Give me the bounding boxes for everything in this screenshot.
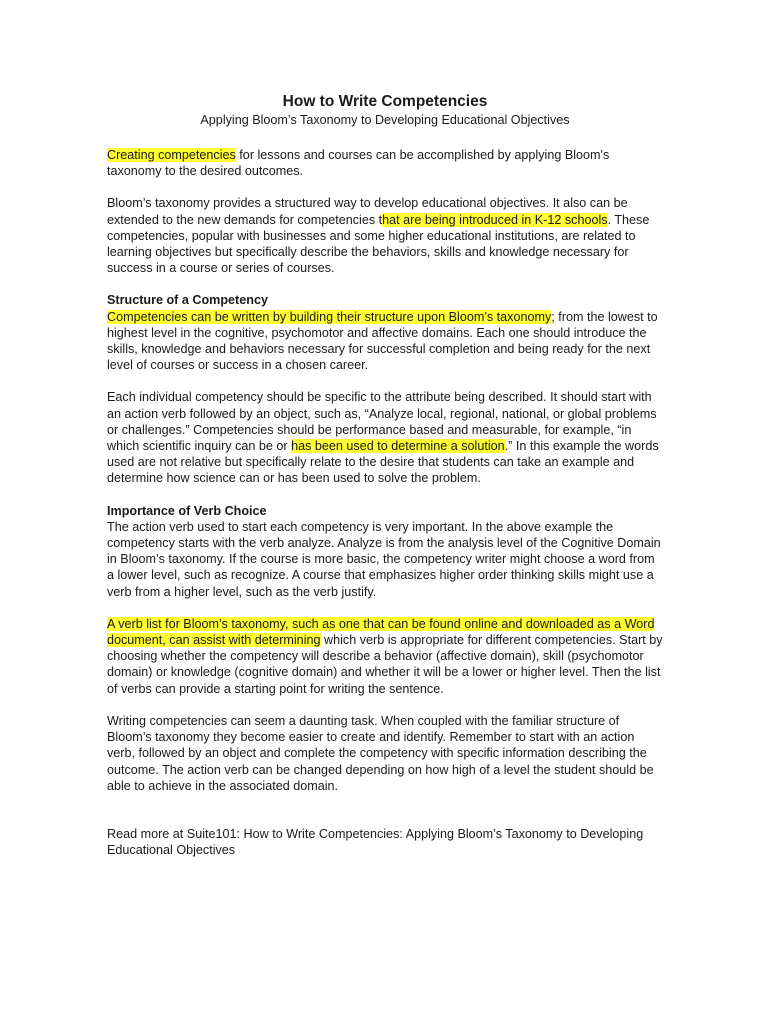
paragraph-text: Bloom’s taxonomy provides a structured way to develop educational objectives. It also can be extended to the new demands for competencies t <box>107 196 628 227</box>
highlight: hat are being introduced in K-12 schools <box>382 212 608 227</box>
paragraph-text: .” In this example the words used are not relative but specifically relate to the desire that students can take an example and determine how science can or has been used to solve the problem. <box>107 439 659 486</box>
highlight: A verb list for Bloom’s taxonomy, such as one that can be found online and downloaded as a Word document, can assist with determining <box>107 616 655 648</box>
highlight: Creating competencies <box>107 148 236 162</box>
section-heading: Importance of Verb Choice <box>107 503 267 518</box>
read-more-link[interactable]: Read more at Suite101: How to Write Competencies: Applying Bloom’s Taxonomy to Developing Educational Objectives <box>107 826 644 858</box>
document-page <box>107 92 663 874</box>
paragraph-text: which verb is appropriate for different competencies. Start by choosing whether the competency will describe a behavior (affective domain), skill (psychomotor domain) or knowledge (cognitive domain) and whether it will be a lower or higher level. Then the list of verbs can provide a starting point for writing the sentence. <box>107 633 663 696</box>
paragraph-individual <box>107 389 663 486</box>
section-structure <box>107 292 663 373</box>
paragraph-text: Writing competencies can seem a daunting task. When coupled with the familiar structure of Bloom’s taxonomy they become easier to create and identify. Remember to start with an action verb, followed by an object and complete the competency with specific information describing the outcome. The action verb can be changed depending on how high of a level the student should be able to achieve in the associated domain. <box>107 713 654 793</box>
page-subtitle: Applying Bloom’s Taxonomy to Developing Educational Objectives <box>200 113 570 127</box>
paragraph-text: The action verb used to start each competency is very important. In the above example the competency starts with the verb analyze. Analyze is from the analysis level of the Cognitive Domain in Bloom’s taxonomy. If the course is more basic, the competency writer might choose a word from a lower level, such as recognize. A course that emphasizes higher order thinking skills might use a verb from a higher level, such as the verb justify. <box>107 519 661 599</box>
paragraph-verb-list <box>107 616 663 697</box>
paragraph-conclusion <box>107 713 663 794</box>
section-heading: Structure of a Competency <box>107 293 268 308</box>
paragraph-text: . These competencies, popular with businesses and some higher educational institutions, are related to learning objectives but specifically describe the behaviors, skills and knowledge necessary for success in a course or series of courses. <box>107 212 650 276</box>
paragraph-intro <box>107 147 663 179</box>
paragraph-text: ; from the lowest to highest level in the cognitive, psychomotor and affective domains. Each one should introduce the skills, knowledge and behaviors necessary for successful completion and being ready for the next level of courses or success in a chosen career. <box>107 309 658 373</box>
section-verb-choice <box>107 503 663 600</box>
spacer <box>107 810 663 826</box>
highlight: Competencies can be written by building their structure upon Bloom’s taxonomy <box>107 309 552 324</box>
paragraph-text: Each individual competency should be specific to the attribute being described. It should start with an action verb followed by an object, such as, “Analyze local, regional, national, or global problems or challenges.” Competencies should be performance based and measurable, for example, “in which scientific inquiry can be or <box>107 390 657 454</box>
paragraph-text: for lessons and courses can be accomplished by applying Bloom's taxonomy to the desired outcomes. <box>107 148 610 179</box>
page-title: How to Write Competencies <box>282 93 488 110</box>
paragraph-blooms <box>107 195 663 276</box>
highlight: has been used to determine a solution <box>291 439 505 454</box>
